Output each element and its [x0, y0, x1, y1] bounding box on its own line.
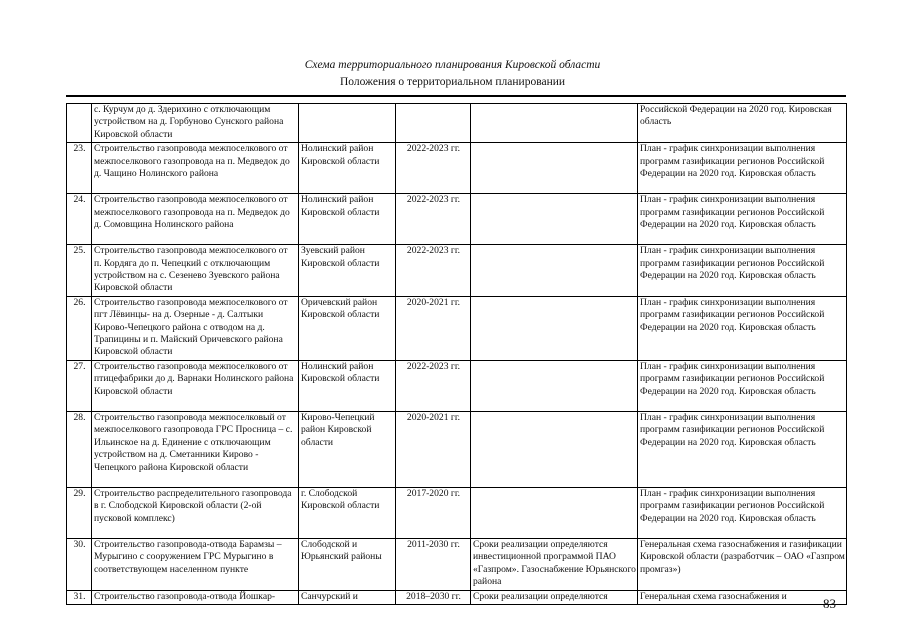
source-cell: План - график синхронизации выполнения программ газификации регионов Российской Федерации на 2020 год. Кировская область — [638, 411, 847, 487]
source-cell: План - график синхронизации выполнения программ газификации регионов Российской Федерации на 2020 год. Кировская область — [638, 487, 847, 538]
notes-cell — [471, 104, 638, 143]
period-cell: 2017-2020 гг. — [396, 487, 471, 538]
period-cell: 2011-2030 гг. — [396, 538, 471, 590]
location-cell: Слободской и Юрьянский районы — [299, 538, 396, 590]
table-row — [67, 245, 847, 297]
row-number: 31. — [67, 590, 92, 604]
row-number: 29. — [67, 487, 92, 538]
object-cell: Строительство газопровода межпоселкового от межпоселкового газопровода на п. Медведок до д. Сомовщина Нолинского района — [92, 194, 299, 245]
table-row — [67, 143, 847, 194]
row-number — [67, 104, 92, 143]
source-cell: План - график синхронизации выполнения программ газификации регионов Российской Федерации на 2020 год. Кировская область — [638, 245, 847, 297]
period-cell: 2020-2021 гг. — [396, 411, 471, 487]
location-cell: Оричевский район Кировской области — [299, 296, 396, 360]
location-cell: Кирово-Чепецкий район Кировской области — [299, 411, 396, 487]
location-cell: Санчурский и — [299, 590, 396, 604]
document-subtitle: Положения о территориальном планировании — [339, 76, 566, 88]
source-cell: План - график синхронизации выполнения программ газификации регионов Российской Федерации на 2020 год. Кировская область — [638, 296, 847, 360]
period-cell: 2022-2023 гг. — [396, 360, 471, 411]
object-cell: Строительство газопровода межпоселкового от пгт Лёвинцы- на д. Озерные - д. Салтыки Кирово-Чепецкого района с отводом на д. Трапицины и п. Майский Оричевского района Кировской области — [92, 296, 299, 360]
period-cell: 2018–2030 гг. — [396, 590, 471, 604]
notes-cell — [471, 194, 638, 245]
notes-cell — [471, 487, 638, 538]
source-cell: Генеральная схема газоснабжения и — [638, 590, 847, 604]
location-cell: Нолинский район Кировской области — [299, 360, 396, 411]
period-cell — [396, 104, 471, 143]
document-title: Схема территориального планирования Кировской области — [304, 59, 601, 71]
location-cell: Зуевский район Кировской области — [299, 245, 396, 297]
period-cell: 2022-2023 гг. — [396, 143, 471, 194]
row-number: 28. — [67, 411, 92, 487]
page-number: 83 — [823, 596, 836, 611]
source-cell: Российской Федерации на 2020 год. Кировская область — [638, 104, 847, 143]
row-number: 23. — [67, 143, 92, 194]
object-cell: Строительство газопровода межпоселкового от п. Кордяга до п. Чепецкий с отключающим устройством на с. Сезенево Зуевского района Кировской области — [92, 245, 299, 297]
row-number: 30. — [67, 538, 92, 590]
notes-cell — [471, 296, 638, 360]
table-row — [67, 590, 847, 604]
object-cell: с. Курчум до д. Здерихино с отключающим устройством на д. Горбуново Сунского района Кировской области — [92, 104, 299, 143]
period-cell: 2022-2023 гг. — [396, 194, 471, 245]
object-cell: Строительство газопровода межпоселкового от птицефабрики до д. Варнаки Нолинского района Кировской области — [92, 360, 299, 411]
object-cell: Строительство газопровода-отвода Барамзы – Мурыгино с сооружением ГРС Мурыгино в соответствующем населенном пункте — [92, 538, 299, 590]
location-cell — [299, 104, 396, 143]
table-row — [67, 296, 847, 360]
object-cell: Строительство распределительного газопровода в г. Слободской Кировской области (2-ой пусковой комплекс) — [92, 487, 299, 538]
notes-cell — [471, 143, 638, 194]
source-cell: План - график синхронизации выполнения программ газификации регионов Российской Федерации на 2020 год. Кировская область — [638, 143, 847, 194]
row-number: 26. — [67, 296, 92, 360]
notes-cell — [471, 411, 638, 487]
notes-cell: Сроки реализации определяются инвестиционной программой ПАО «Газпром». Газоснабжение Юрьянского района — [471, 538, 638, 590]
row-number: 24. — [67, 194, 92, 245]
header-divider — [66, 95, 846, 97]
object-cell: Строительство газопровода-отвода Йошкар- — [92, 590, 299, 604]
table-row — [67, 194, 847, 245]
location-cell: г. Слободской Кировской области — [299, 487, 396, 538]
table-row — [67, 360, 847, 411]
table-row — [67, 104, 847, 143]
source-cell: План - график синхронизации выполнения программ газификации регионов Российской Федерации на 2020 год. Кировская область — [638, 360, 847, 411]
table-row — [67, 487, 847, 538]
projects-table — [66, 103, 847, 605]
table-row — [67, 411, 847, 487]
table-row — [67, 538, 847, 590]
location-cell: Нолинский район Кировской области — [299, 194, 396, 245]
period-cell: 2022-2023 гг. — [396, 245, 471, 297]
notes-cell: Сроки реализации определяются — [471, 590, 638, 604]
object-cell: Строительство газопровода межпоселковый от межпоселкового газопровода ГРС Просница – с. Ильинское на д. Единение с отключающим устройством на д. Сметанники Кирово - Чепецкого района Кировской области — [92, 411, 299, 487]
source-cell: План - график синхронизации выполнения программ газификации регионов Российской Федерации на 2020 год. Кировская область — [638, 194, 847, 245]
location-cell: Нолинский район Кировской области — [299, 143, 396, 194]
notes-cell — [471, 245, 638, 297]
source-cell: Генеральная схема газоснабжения и газификации Кировской области (разработчик – ОАО «Газпром промгаз») — [638, 538, 847, 590]
period-cell: 2020-2021 гг. — [396, 296, 471, 360]
object-cell: Строительство газопровода межпоселкового от межпоселкового газопровода на п. Медведок до д. Чащино Нолинского района — [92, 143, 299, 194]
row-number: 25. — [67, 245, 92, 297]
row-number: 27. — [67, 360, 92, 411]
notes-cell — [471, 360, 638, 411]
